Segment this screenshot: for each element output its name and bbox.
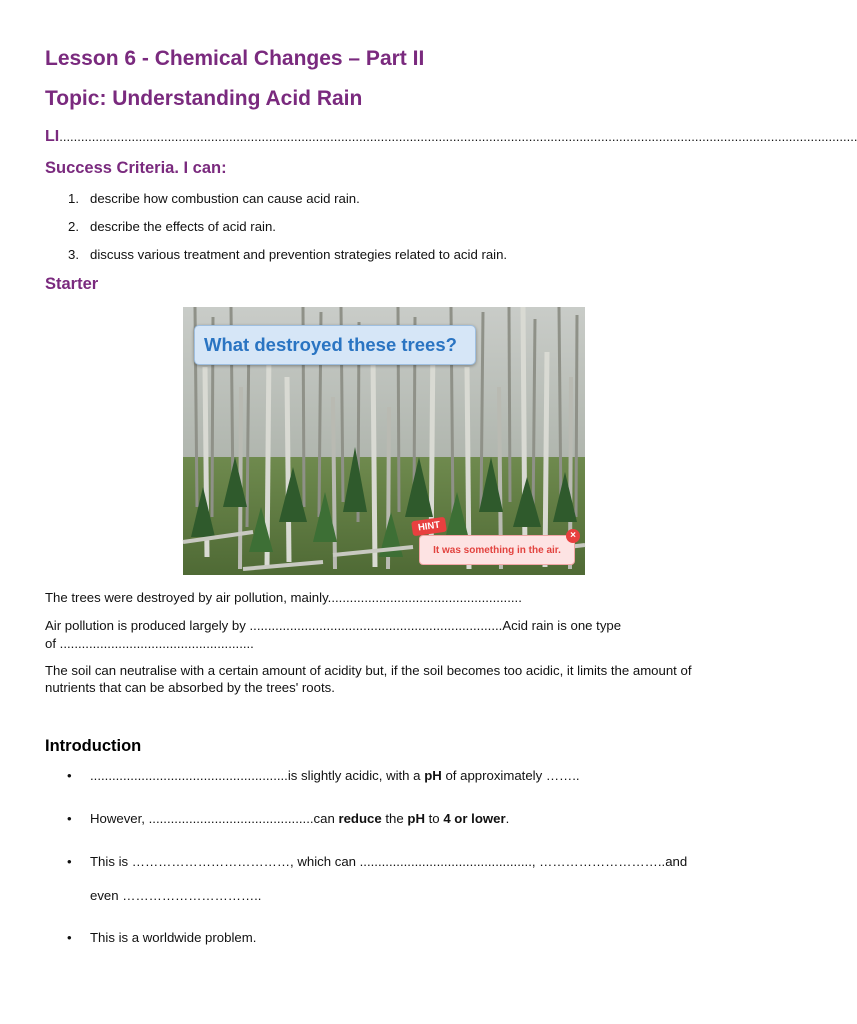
text: can <box>313 811 339 826</box>
intro-bullet-4: This is a worldwide problem. <box>90 930 257 945</box>
lesson-title: Lesson 6 - Chemical Changes – Part II <box>45 47 425 70</box>
starter-sentence-2-line-2[interactable]: of ..................................................... <box>45 636 254 651</box>
ph-term: pH <box>424 768 442 783</box>
intro-bullet-2[interactable] <box>90 811 509 826</box>
criteria-number: 3. <box>68 247 79 262</box>
ph-value: 4 or lower <box>443 811 506 826</box>
starter-sentence-2-line-1[interactable]: Air pollution is produced largely by .....................................................................Acid rain is one type <box>45 618 622 633</box>
text: However, <box>90 811 149 826</box>
text: of approximately …….. <box>441 768 580 783</box>
criteria-item <box>68 219 276 234</box>
hint-box <box>419 535 575 565</box>
criteria-item <box>68 247 507 262</box>
text: to <box>424 811 444 826</box>
blank[interactable]: ...................................................... <box>90 768 288 783</box>
text: . <box>505 811 510 826</box>
text: the <box>381 811 408 826</box>
bullet-marker: • <box>67 854 72 869</box>
learning-intention-line <box>45 128 857 146</box>
criteria-number: 2. <box>68 219 79 234</box>
dead-forest-image <box>183 307 585 575</box>
bullet-marker: • <box>67 768 72 783</box>
starter-paragraph-soil: The soil can neutralise with a certain amount of acidity but, if the soil becomes too acidic, it limits the amount of nutrients that can be absorbed by the trees' roots. <box>45 663 692 695</box>
ph-term: pH <box>407 811 425 826</box>
question-callout <box>194 325 476 365</box>
intro-bullet-3-line-2[interactable]: even ………………………….. <box>90 888 262 903</box>
question-text: What destroyed these trees? <box>204 334 457 355</box>
hint-tag: HINT <box>411 517 447 537</box>
success-criteria-heading: Success Criteria. I can: <box>45 159 227 177</box>
criteria-item <box>68 191 360 206</box>
topic-title: Topic: Understanding Acid Rain <box>45 87 363 110</box>
criteria-text: describe the effects of acid rain. <box>90 219 276 234</box>
criteria-text: discuss various treatment and prevention strategies related to acid rain. <box>90 247 508 262</box>
li-blank[interactable]: ............................................................................................................................................................................................................................. <box>59 129 857 144</box>
li-label: LI <box>45 128 60 145</box>
intro-bullet-1[interactable] <box>90 768 580 783</box>
criteria-number: 1. <box>68 191 79 206</box>
starter-sentence-1[interactable]: The trees were destroyed by air pollution, mainly..................................................... <box>45 590 522 605</box>
intro-bullet-3-line-1[interactable]: This is ………………………………, which can ..............................................., ………………………..and <box>90 854 688 869</box>
bullet-marker: • <box>67 930 72 945</box>
starter-heading: Starter <box>45 275 99 293</box>
bullet-marker: • <box>67 811 72 826</box>
close-icon: × <box>566 529 580 543</box>
criteria-text: describe how combustion can cause acid rain. <box>90 191 360 206</box>
text: is slightly acidic, with a <box>287 768 425 783</box>
introduction-heading: Introduction <box>45 737 142 755</box>
hint-text: It was something in the air. <box>433 544 561 556</box>
reduce-term: reduce <box>338 811 382 826</box>
blank[interactable]: ............................................. <box>148 811 314 826</box>
